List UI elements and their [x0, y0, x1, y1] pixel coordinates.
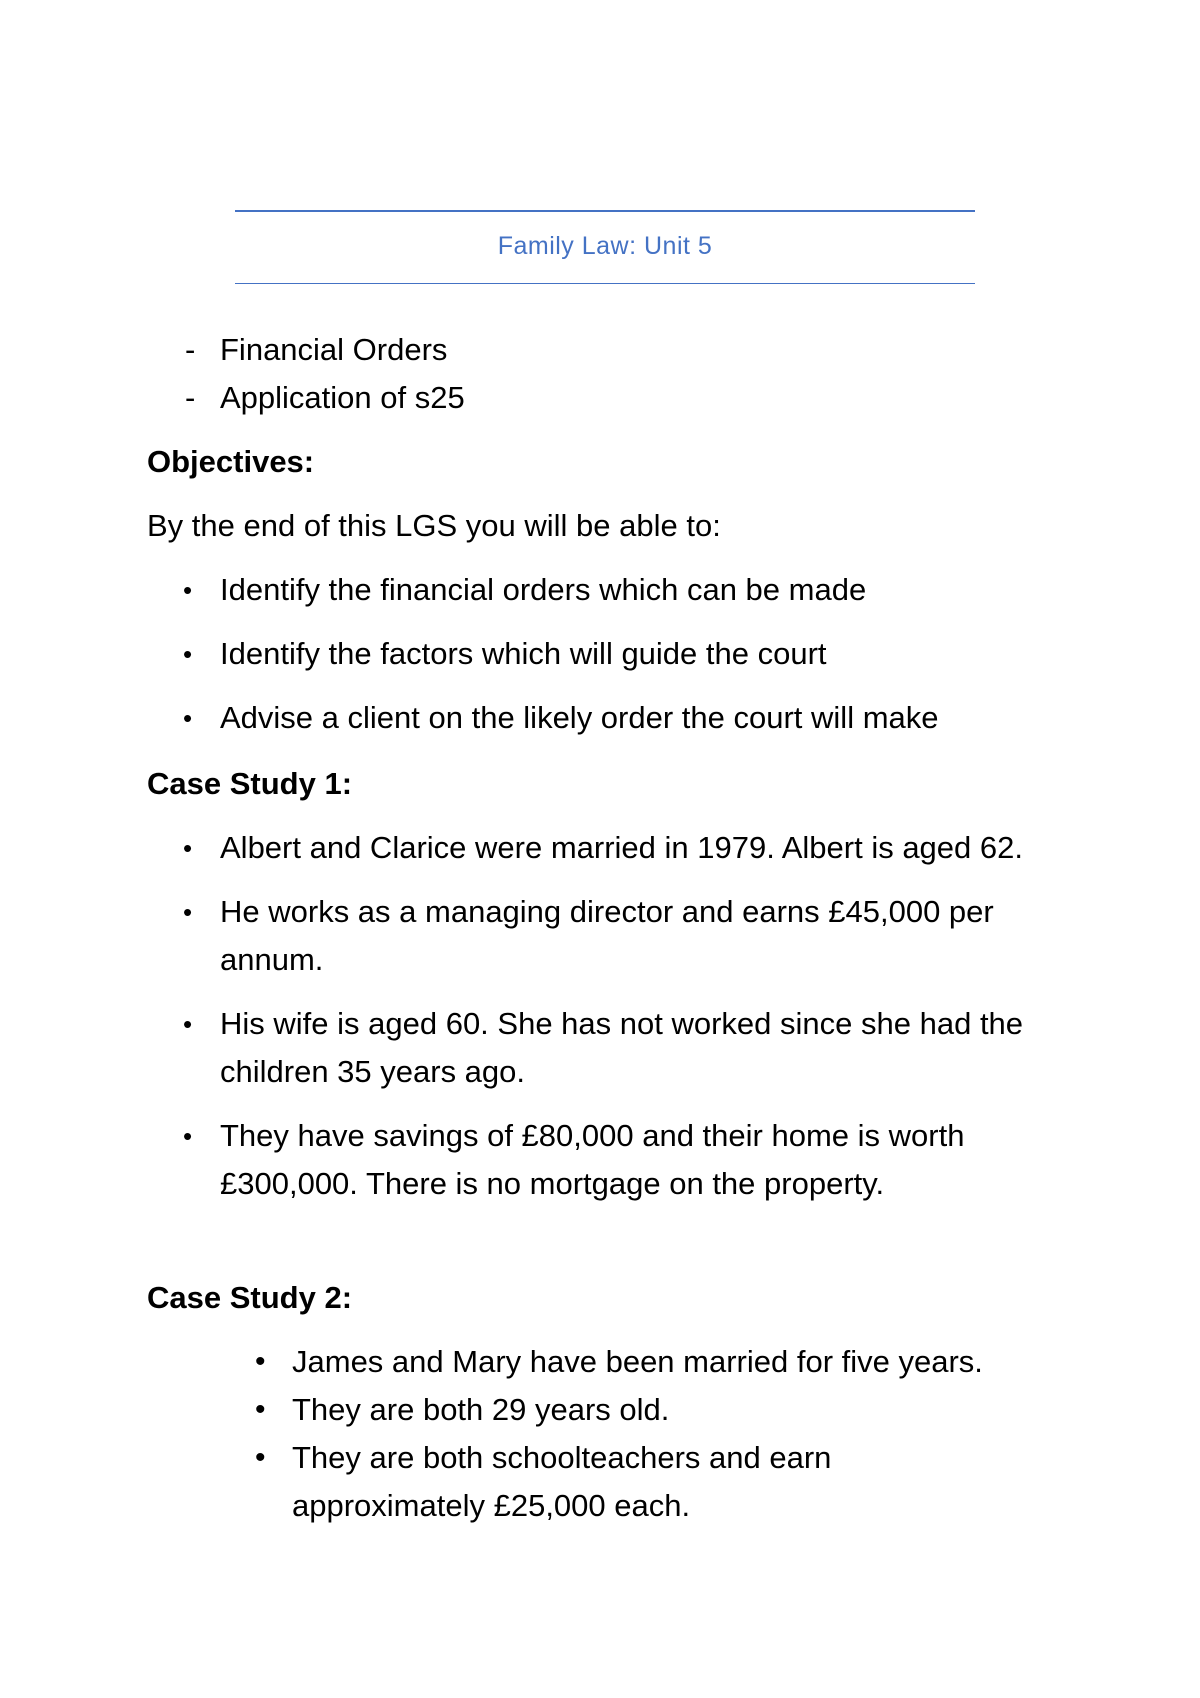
dash-marker: - [185, 332, 196, 367]
case-study-2-text: They are both schoolteachers and earn approximately £25,000 each. [292, 1440, 832, 1523]
case-study-1-item [147, 1112, 1047, 1208]
case-study-1-item [147, 888, 1047, 984]
topic-list [147, 326, 1067, 422]
case-study-1-text: He works as a managing director and earns £45,000 per annum. [220, 894, 994, 977]
case-study-2-text: They are both 29 years old. [292, 1392, 670, 1427]
topic-text: Application of s25 [220, 380, 465, 415]
case-study-2-item [147, 1386, 1007, 1434]
topic-text: Financial Orders [220, 332, 448, 367]
case-study-1-text: His wife is aged 60. She has not worked since she had the children 35 years ago. [220, 1006, 1024, 1089]
case-study-1-text: Albert and Clarice were married in 1979. Albert is aged 62. [220, 830, 1023, 865]
case-study-2-list [147, 1338, 1007, 1530]
bullet-marker: • [255, 1345, 266, 1378]
objectives-intro: By the end of this LGS you will be able to: [147, 508, 721, 543]
case-study-2-text: James and Mary have been married for five years. [292, 1344, 983, 1379]
bullet-marker: • [183, 1009, 193, 1039]
bullet-marker: • [183, 575, 193, 605]
case-study-2-item [147, 1338, 1007, 1386]
bullet-marker: • [183, 703, 193, 733]
bullet-marker: • [183, 1121, 193, 1151]
objective-item [147, 630, 1067, 678]
objective-item [147, 566, 1067, 614]
objective-text: Advise a client on the likely order the court will make [220, 700, 939, 735]
bullet-marker: • [255, 1441, 266, 1474]
case-study-1-item [147, 824, 1047, 872]
bullet-marker: • [183, 833, 193, 863]
header-rule-bottom [235, 283, 975, 284]
bullet-marker: • [183, 897, 193, 927]
topic-item [147, 374, 1067, 422]
case-study-2-heading: Case Study 2: [147, 1280, 353, 1315]
objective-text: Identify the factors which will guide the court [220, 636, 827, 671]
dash-marker: - [185, 380, 196, 415]
case-study-1-heading: Case Study 1: [147, 766, 353, 801]
case-study-2-item [147, 1434, 1007, 1530]
page-header-title: Family Law: Unit 5 [497, 232, 713, 260]
objectives-heading: Objectives: [147, 444, 315, 479]
topic-item [147, 326, 1067, 374]
case-study-1-list [147, 824, 1047, 1224]
objective-text: Identify the financial orders which can be made [220, 572, 867, 607]
bullet-marker: • [183, 639, 193, 669]
objectives-list [147, 566, 1067, 758]
case-study-1-text: They have savings of £80,000 and their home is worth £300,000. There is no mortgage on the property. [220, 1118, 965, 1201]
bullet-marker: • [255, 1393, 266, 1426]
case-study-1-item [147, 1000, 1047, 1096]
objective-item [147, 694, 1067, 742]
header-rule-top [235, 210, 975, 212]
